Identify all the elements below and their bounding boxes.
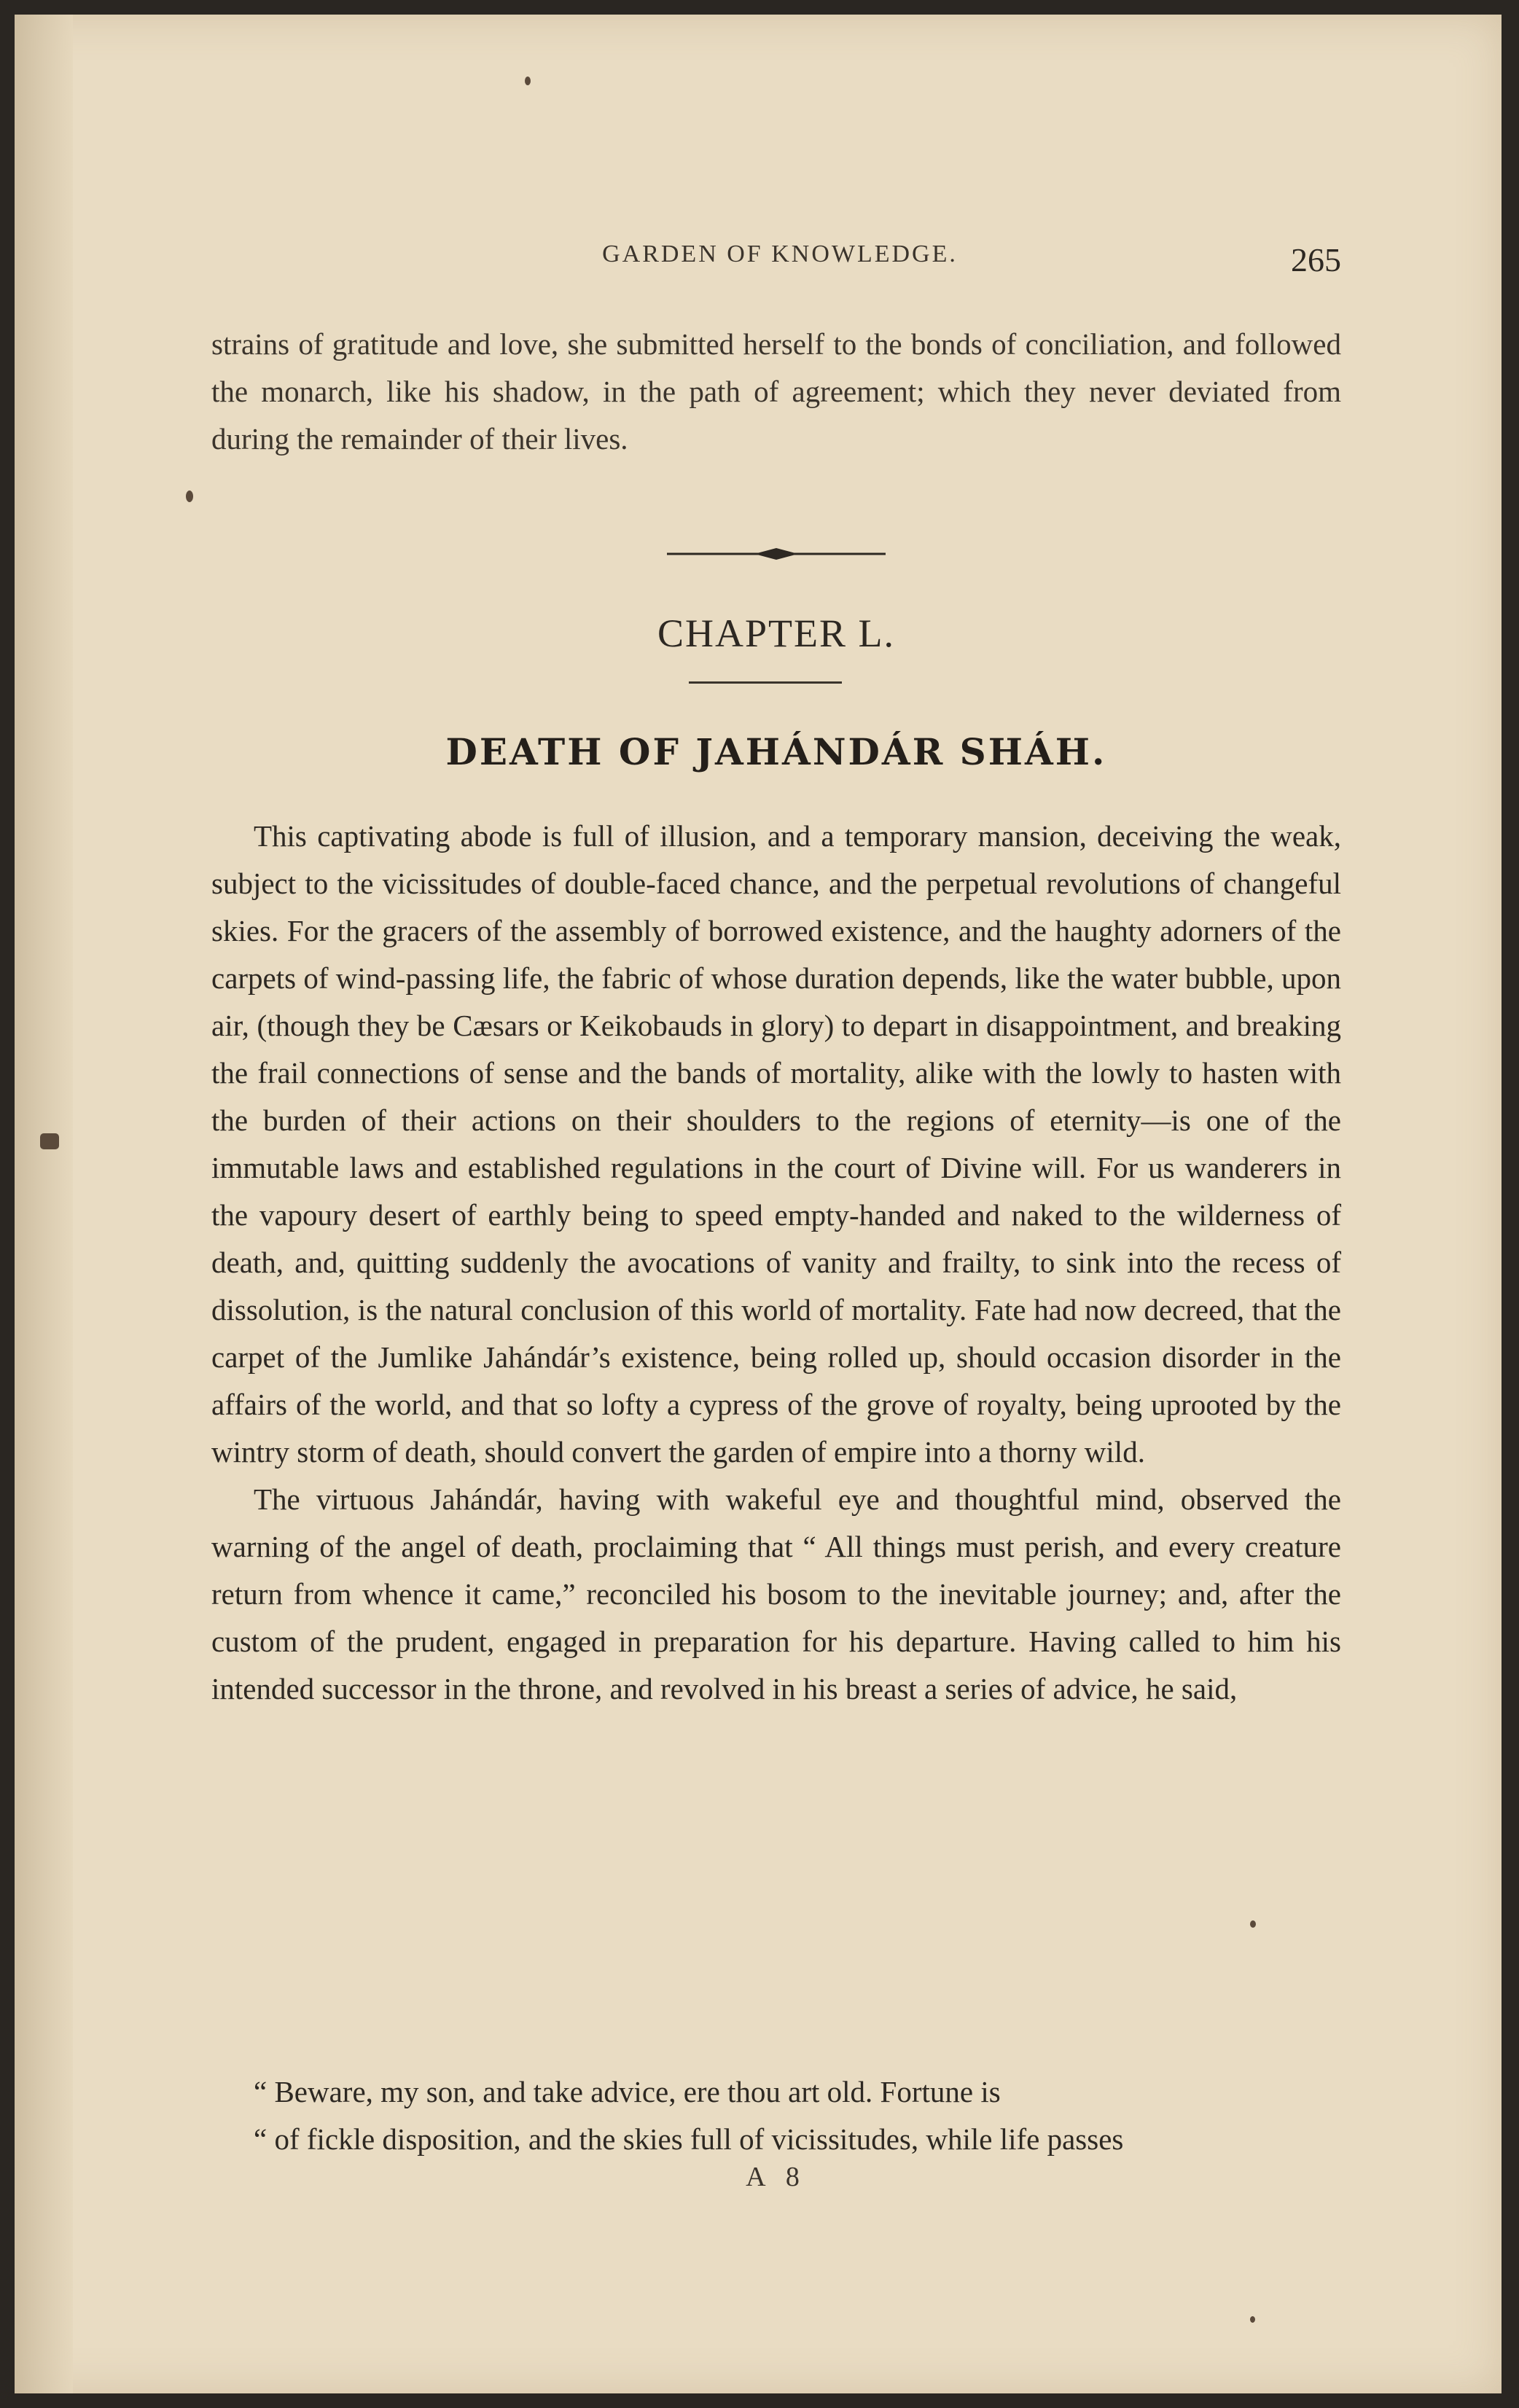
main-text: [211, 813, 1341, 1713]
page-header: [219, 241, 1341, 277]
opening-paragraph: strains of gratitude and love, she submitted herself to the bonds of conciliation, and followed the monarch, like his shadow, in the path of agreement; which they never deviated from during the remainder of their lives.: [211, 327, 1341, 456]
ink-spot: [40, 1133, 59, 1149]
ornament-divider: [667, 545, 886, 563]
running-title: GARDEN OF KNOWLEDGE.: [602, 241, 958, 267]
opening-text: [211, 321, 1341, 463]
quote-line: “ Beware, my son, and take advice, ere thou art old. Fortune is: [254, 2075, 1001, 2108]
chapter-title: CHAPTER L.: [657, 611, 896, 655]
page-number: 265: [1291, 241, 1341, 278]
chapter-rule: [689, 681, 842, 684]
body-paragraph: The virtuous Jahándár, having with wakeful eye and thoughtful mind, observed the warning of the angel of death, proclaiming that “ All things must perish, and every creature return from whence it came,” reconciled his bosom to the inevitable journey; and, after the custom of the prudent, engaged in preparation for his departure. Having called to him his intended successor in the throne, and revolved in his breast a series of advice, he said,: [211, 1482, 1341, 1705]
quote-line: “ of fickle disposition, and the skies full of vicissitudes, while life passes: [254, 2122, 1124, 2156]
page-left-edge: [15, 15, 73, 2393]
body-paragraph: This captivating abode is full of illusion, and a temporary mansion, deceiving the weak, subject to the vicissitudes of double-faced chance, and the perpetual revolutions of changeful skies. For the gracers of the assembly of borrowed existence, and the haughty adorners of the carpets of wind-passing life, the fabric of whose duration depends, like the water bubble, upon air, (though they be Cæsars or Keikobauds in glory) to depart in disappointment, and breaking the frail connections of sense and the bands of mortality, alike with the lowly to hasten with the burden of their actions on their shoulders to the regions of eternity—is one of the immutable laws and established regulations in the court of Divine will. For us wanderers in the vapoury desert of earthly being to speed empty-handed and naked to the wilderness of death, and, quitting suddenly the avocations of vanity and frailty, to sink into the recess of dissolution, is the natural conclusion of this world of mortality. Fate had now decreed, that the carpet of the Jumlike Jahándár’s existence, being rolled up, should occasion disorder in the affairs of the world, and that so lofty a cypress of the grove of royalty, being uprooted by the wintry storm of death, should convert the garden of empire into a thorny wild.: [211, 819, 1341, 1469]
book-page: [15, 15, 1502, 2393]
section-title: DEATH OF JAHÁNDÁR SHÁH.: [445, 730, 1107, 773]
ink-spot: [525, 77, 531, 85]
quote-block: [211, 2068, 1341, 2163]
ink-spot: [186, 490, 193, 502]
ink-spot: [1250, 2316, 1255, 2323]
ink-spot: [1250, 1920, 1256, 1928]
signature-mark: A 8: [746, 2162, 807, 2192]
